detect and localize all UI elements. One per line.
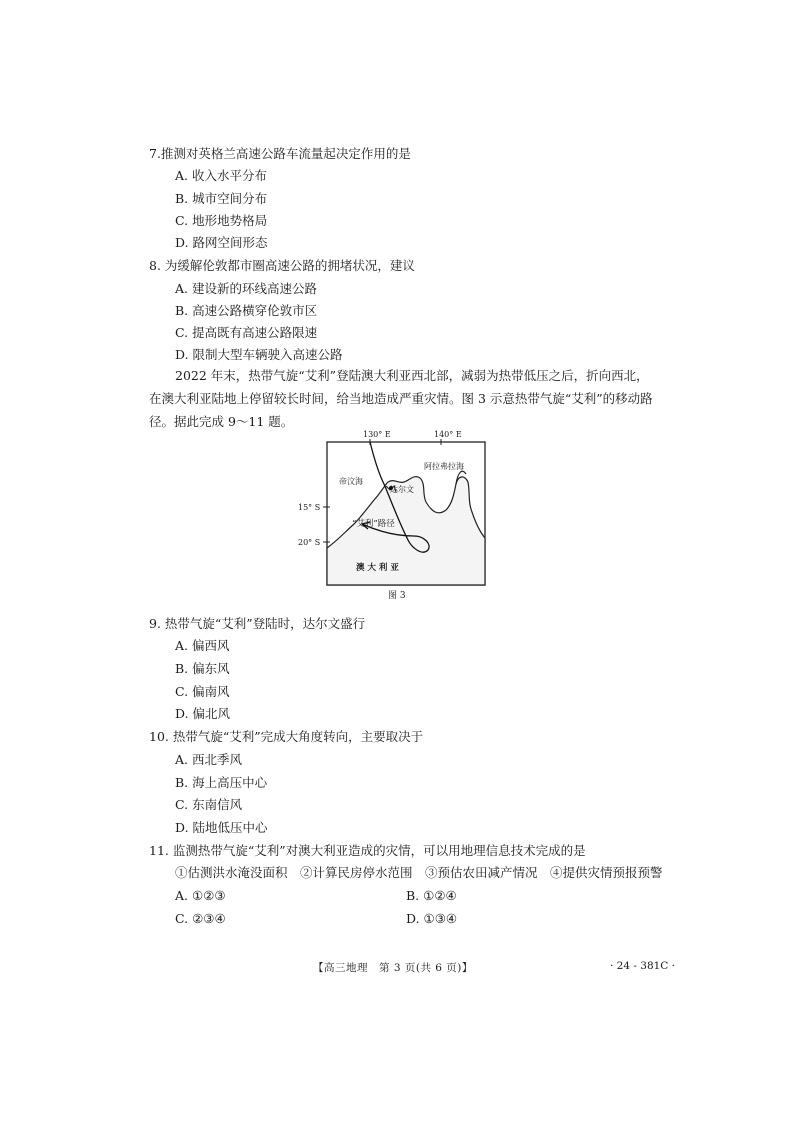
q9-stem: 9. 热带气旋“艾利”登陆时，达尔文盛行	[149, 616, 366, 631]
q8-stem: 8. 为缓解伦敦都市圈高速公路的拥堵状况，建议	[149, 258, 415, 273]
page-footer-title: 【高三地理 第 3 页(共 6 页)】	[313, 962, 473, 974]
q11-option-a: A. ①②③	[175, 888, 226, 903]
q11-option-d: D. ①③④	[406, 911, 458, 926]
australia-label: 澳 大 利 亚	[356, 563, 399, 573]
passage	[149, 364, 659, 433]
q10-option-b: B. 海上高压中心	[175, 775, 268, 790]
map-svg	[290, 428, 510, 608]
arafura-sea-label: 阿拉弗拉海	[424, 462, 464, 471]
path-label: “艾利”路径	[352, 519, 395, 529]
lon-label-130: 130° E	[363, 430, 391, 439]
q7-option-a: A. 收入水平分布	[175, 168, 267, 183]
q11-items: ①估测洪水淹没面积 ②计算民房停水范围 ③预估农田减产情况 ④提供灾情预报预警	[175, 865, 663, 880]
q9-option-c: C. 偏南风	[175, 684, 230, 699]
lon-label-140: 140° E	[434, 430, 462, 439]
figure-caption: 图 3	[388, 591, 406, 601]
q11-option-b: B. ①②④	[406, 888, 457, 903]
darwin-label: 达尔文	[390, 485, 414, 494]
lat-label-15: 15° S	[298, 503, 321, 512]
q8-option-d: D. 限制大型车辆驶入高速公路	[175, 347, 343, 362]
passage-text: 2022 年末，热带气旋“艾利”登陆澳大利亚西北部，减弱为热带低压之后，折向西北，在澳大利亚陆地上停留较长时间，给当地造成严重灾情。图 3 示意热带气旋“艾利”的移动路径。据此完成 9～11 题。	[149, 368, 653, 429]
q7-option-c: C. 地形地势格局	[175, 213, 268, 228]
q11-stem: 11. 监测热带气旋“艾利”对澳大利亚造成的灾情，可以用地理信息技术完成的是	[149, 843, 586, 858]
q10-option-d: D. 陆地低压中心	[175, 820, 268, 835]
q8-option-b: B. 高速公路横穿伦敦市区	[175, 303, 318, 318]
q9-option-d: D. 偏北风	[175, 706, 231, 721]
q10-stem: 10. 热带气旋“艾利”完成大角度转向，主要取决于	[149, 729, 424, 744]
q7-option-d: D. 路网空间形态	[175, 235, 268, 250]
timor-sea-label: 帝汶海	[339, 477, 363, 486]
cyclone-path-map	[290, 428, 510, 608]
q7-stem: 7.推测对英格兰高速公路车流量起决定作用的是	[149, 146, 411, 161]
lat-label-20: 20° S	[298, 538, 321, 547]
q10-option-c: C. 东南信风	[175, 797, 243, 812]
q8-option-a: A. 建设新的环线高速公路	[175, 281, 317, 296]
q8-option-c: C. 提高既有高速公路限速	[175, 325, 318, 340]
q11-option-c: C. ②③④	[175, 911, 226, 926]
q7-option-b: B. 城市空间分布	[175, 191, 268, 206]
q9-option-a: A. 偏西风	[175, 638, 230, 653]
page-footer-code: · 24 - 381C ·	[610, 960, 676, 972]
q9-option-b: B. 偏东风	[175, 661, 230, 676]
q10-option-a: A. 西北季风	[175, 752, 242, 767]
